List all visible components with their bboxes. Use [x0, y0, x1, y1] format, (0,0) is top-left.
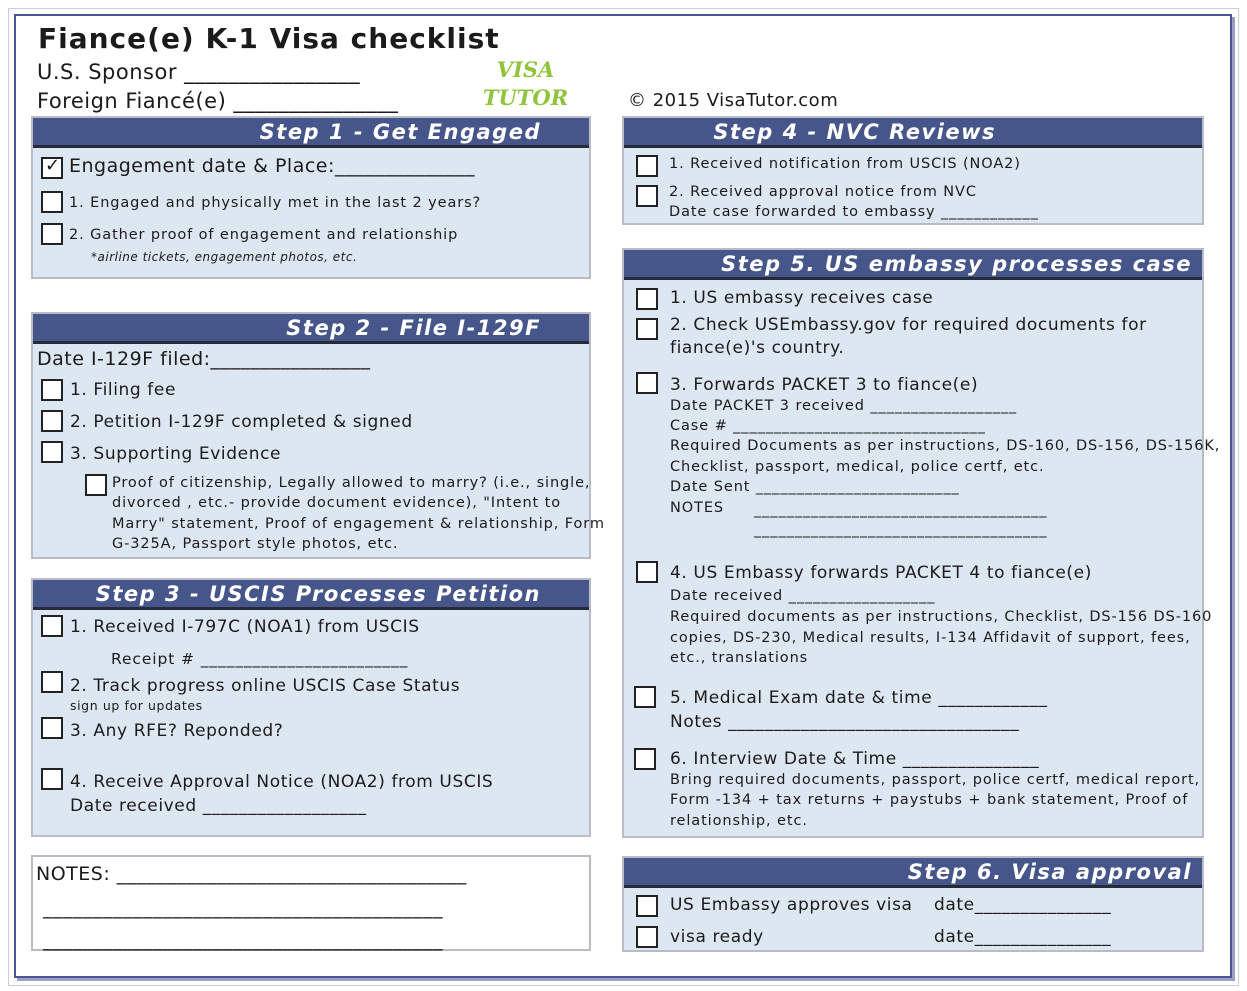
step5-item6-line3: relationship, etc.	[670, 813, 808, 829]
step2-item2-checkbox[interactable]	[41, 410, 63, 432]
step1-item2-checkbox[interactable]	[41, 223, 63, 245]
step6-panel	[622, 856, 1204, 952]
step5-notes-line2[interactable]: ____________________________________	[754, 522, 1048, 538]
step5-item4-checkbox[interactable]	[636, 561, 658, 583]
step6-item2-label: visa ready	[670, 927, 764, 947]
step5-item2-line1: 2. Check USEmbassy.gov for required documents for	[670, 315, 1147, 335]
step2-evidence-line1: Proof of citizenship, Legally allowed to marry? (i.e., single,	[112, 475, 591, 491]
step2-item3-label: 3. Supporting Evidence	[70, 444, 282, 464]
notes-panel	[31, 855, 591, 951]
step6-item1-label: US Embassy approves visa	[670, 895, 913, 915]
step6-item1-checkbox[interactable]	[636, 895, 658, 917]
step5-item6-label: 6. Interview Date & Time _______________	[670, 749, 1040, 769]
step3-date-received[interactable]: Date received __________________	[70, 796, 367, 816]
step3-item1-checkbox[interactable]	[41, 615, 63, 637]
step5-item4-label: 4. US Embassy forwards PACKET 4 to fiance(e)	[670, 563, 1092, 583]
step3-item2-note: sign up for updates	[70, 698, 203, 713]
step5-notes-label: NOTES	[670, 500, 724, 516]
step1-engagement-label: Engagement date & Place:______________	[69, 155, 475, 177]
step5-date-received[interactable]: Date received __________________	[670, 588, 936, 604]
step6-item2-date[interactable]: date_______________	[934, 927, 1112, 947]
step4-item2-checkbox[interactable]	[636, 185, 658, 207]
notes-label[interactable]: NOTES: ___________________________________	[36, 863, 467, 885]
visatutor-logo	[478, 56, 573, 116]
logo-text-top: VISA	[496, 57, 555, 82]
step1-engagement-checkbox[interactable]	[41, 157, 63, 179]
step4-item1-label: 1. Received notification from USCIS (NOA2)	[669, 156, 1021, 172]
step2-evidence-line4: G-325A, Passport style photos, etc.	[112, 536, 399, 552]
checkmark-icon: ✓	[45, 155, 61, 176]
step5-item1-label: 1. US embassy receives case	[670, 288, 934, 308]
step3-item4-label: 4. Receive Approval Notice (NOA2) from USCIS	[70, 772, 494, 792]
step5-item3-checkbox[interactable]	[636, 372, 658, 394]
step4-header: Step 4 - NVC Reviews	[624, 118, 1202, 148]
step3-header: Step 3 - USCIS Processes Petition	[33, 580, 589, 610]
step5-packet4-line1: Required documents as per instructions, Checklist, DS-156 DS-160	[670, 609, 1213, 625]
step5-panel	[622, 248, 1221, 838]
step2-date-filed[interactable]: Date I-129F filed:________________	[37, 348, 371, 370]
step3-item3-label: 3. Any RFE? Reponded?	[70, 721, 284, 741]
notes-line-2[interactable]: ________________________________________	[43, 897, 443, 919]
step1-panel	[31, 116, 591, 279]
step5-item5-label: 5. Medical Exam date & time ____________	[670, 688, 1048, 708]
step4-date-forwarded[interactable]: Date case forwarded to embassy ____________	[669, 204, 1039, 220]
step3-item1-label: 1. Received I-797C (NOA1) from USCIS	[70, 617, 420, 637]
step5-packet4-line3: etc., translations	[670, 650, 809, 666]
step6-item1-date[interactable]: date_______________	[934, 895, 1112, 915]
step3-item2-label: 2. Track progress online USCIS Case Status	[70, 676, 461, 696]
step3-item2-checkbox[interactable]	[41, 671, 63, 693]
step4-item1-checkbox[interactable]	[636, 155, 658, 177]
step3-receipt-field[interactable]: Receipt # ________________________	[111, 650, 409, 668]
step5-item2-line2: fiance(e)'s country.	[670, 338, 845, 358]
copyright-notice: © 2015 VisaTutor.com	[628, 90, 839, 111]
step4-panel	[622, 116, 1204, 225]
step5-item6-checkbox[interactable]	[634, 748, 656, 770]
step5-packet3-date[interactable]: Date PACKET 3 received __________________	[670, 398, 1018, 414]
step5-item5-notes[interactable]: Notes ________________________________	[670, 712, 1020, 732]
step4-item2-label: 2. Received approval notice from NVC	[669, 184, 977, 200]
us-sponsor-field[interactable]: U.S. Sponsor ________________	[37, 60, 361, 84]
step1-header: Step 1 - Get Engaged	[33, 118, 589, 148]
step2-panel	[31, 312, 605, 559]
page-title: Fiance(e) K-1 Visa checklist	[38, 22, 500, 55]
step2-evidence-line3: Marry" statement, Proof of engagement & relationship, Form	[112, 516, 605, 532]
step5-item1-checkbox[interactable]	[636, 288, 658, 310]
step3-item4-checkbox[interactable]	[41, 768, 63, 790]
step5-item3-label: 3. Forwards PACKET 3 to fiance(e)	[670, 375, 979, 395]
step5-required-docs-line2: Checklist, passport, medical, police certf, etc.	[670, 459, 1045, 475]
step1-item1-checkbox[interactable]	[41, 191, 63, 213]
step2-evidence-checkbox[interactable]	[85, 474, 107, 496]
step1-item1-label: 1. Engaged and physically met in the last 2 years?	[69, 195, 482, 211]
foreign-fiance-field[interactable]: Foreign Fiancé(e) _______________	[37, 89, 399, 113]
step5-item6-line2: Form -134 + tax returns + paystubs + bank statement, Proof of	[670, 792, 1189, 808]
step2-item1-label: 1. Filing fee	[70, 380, 177, 400]
step5-item2-checkbox[interactable]	[636, 318, 658, 340]
step2-evidence-line2: divorced , etc.- provide document evidence), "Intent to	[112, 495, 562, 511]
step5-date-sent[interactable]: Date Sent _________________________	[670, 479, 960, 495]
step6-header: Step 6. Visa approval	[624, 858, 1202, 888]
step1-item2-label: 2. Gather proof of engagement and relationship	[69, 227, 459, 243]
step1-note: *airline tickets, engagement photos, etc.	[91, 250, 358, 264]
logo-text-bottom: TUTOR	[482, 85, 569, 110]
step2-header: Step 2 - File I-129F	[33, 314, 589, 344]
step6-item2-checkbox[interactable]	[636, 926, 658, 948]
step2-item3-checkbox[interactable]	[41, 441, 63, 463]
step5-item5-checkbox[interactable]	[634, 686, 656, 708]
step5-required-docs-line1: Required Documents as per instructions, DS-160, DS-156, DS-156K,	[670, 438, 1221, 454]
step5-packet4-line2: copies, DS-230, Medical results, I-134 Affidavit of support, fees,	[670, 630, 1191, 646]
step5-notes-line1[interactable]: ____________________________________	[754, 502, 1048, 518]
step5-header: Step 5. US embassy processes case	[624, 250, 1202, 280]
notes-line-3[interactable]: ________________________________________	[43, 929, 443, 951]
step2-item1-checkbox[interactable]	[41, 379, 63, 401]
step5-item6-line1: Bring required documents, passport, police certf, medical report,	[670, 772, 1201, 788]
step3-item3-checkbox[interactable]	[41, 717, 63, 739]
step5-case-number[interactable]: Case # _______________________________	[670, 418, 986, 434]
step3-panel	[31, 578, 591, 837]
step2-item2-label: 2. Petition I-129F completed & signed	[70, 412, 413, 432]
